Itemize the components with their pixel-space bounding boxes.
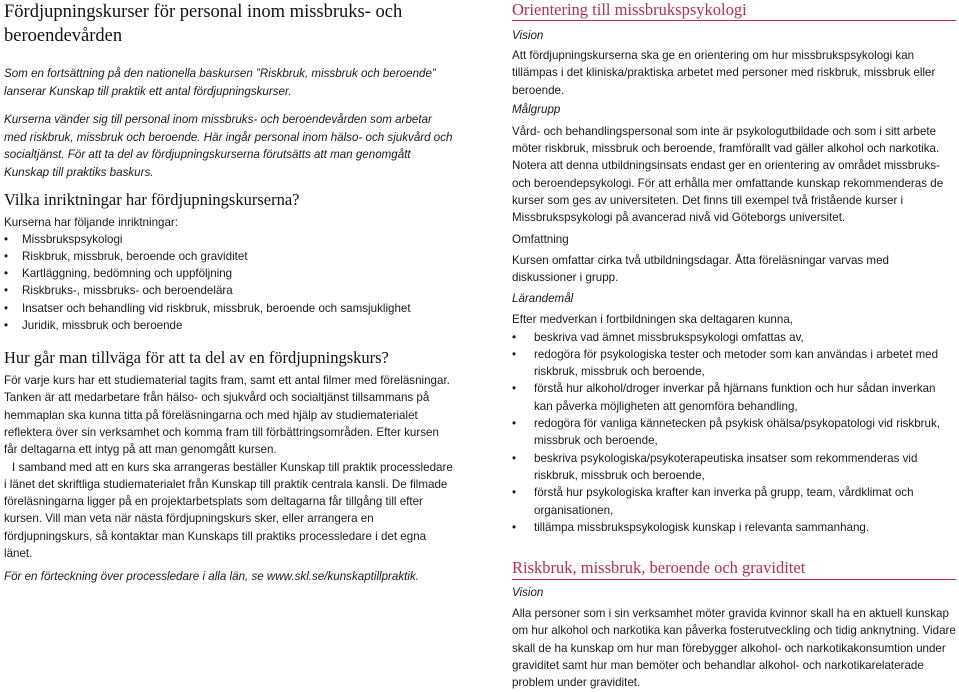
section-divider [512,20,956,21]
list-item: • redogöra för vanliga kännetecken på psykisk ohälsa/psykopatologi vid riskbruk, missbruk och beroende, [512,415,956,450]
goals-list [512,329,956,537]
goal-label: Lärandemål [512,292,574,306]
howto-paragraph-2: I samband med att en kurs ska arrangeras beställer Kunskap till praktik processledare i länet det skriftliga studiematerialet från Kunskap till praktik centrala kansli. De filmade föreläsningarna ligger på en projektarbetsplats som deltagarna får tillgång till efter kursen. Vill man veta när nästa fördjupningskurs sker, eller arrangera en fördjupningskurs, så kontaktar man Kunskaps till praktiks processledare i det egna länet. [4,460,453,561]
scope-label: Omfattning [512,232,569,246]
intro-paragraph-2: Kurserna vänder sig till personal inom missbruks- och beroendevården som arbetar med riskbruk, missbruk och beroende. Här ingår personal inom hälso- och sjukvård och socialtjänst. För att ta del av fördjupningskurserna förutsätts att man genomgått Kunskap till praktiks baskurs. [4,113,453,179]
section-title-pregnancy: Riskbruk, missbruk, beroende och graviditet [512,558,806,578]
list-item: • tillämpa missbrukspsykologisk kunskap i relevanta sammanhang. [512,519,956,536]
right-column [512,0,956,692]
scope-text: Kursen omfattar cirka två utbildningsdagar. Åtta föreläsningar varvas med diskussioner i grupp. [512,253,889,284]
list-item: • Riskbruks-, missbruks- och beroendelära [4,282,454,299]
page-title: Fördjupningskurser för personal inom missbruks- och beroendevården [4,2,403,46]
section-title-psychology: Orientering till missbrukspsykologi [512,0,747,19]
list-item: • förstå hur alkohol/droger inverkar på hjärnans funktion och hur sådan inverkan kan påverka möjligheten att genomföra behandling, [512,380,956,415]
heading-howto: Hur går man tillväga för att ta del av en fördjupningskurs? [4,348,389,368]
list-item: • Kartläggning, bedömning och uppföljning [4,265,454,282]
list-item: • beskriva psykologiska/psykoterapeutiska insatser som rekommenderas vid riskbruk, missbruk och beroende, [512,450,956,485]
list-item: • Juridik, missbruk och beroende [4,317,454,334]
vision-text: Att fördjupningskurserna ska ge en orientering om hur missbrukspsykologi kan tillämpas i det kliniska/praktiska arbetet med personer med riskbruk, missbruk eller beroende. [512,49,936,97]
list-item: • Insatser och behandling vid riskbruk, missbruk, beroende och samsjuklighet [4,300,454,317]
section-divider [512,579,956,580]
list-item: • Missbrukspsykologi [4,231,454,248]
goal-lead: Efter medverkan i fortbildningen ska deltagaren kunna, [512,313,793,327]
vision-label: Vision [512,29,544,42]
intro-paragraph-1: Som en fortsättning på den nationella baskursen ”Riskbruk, missbruk och beroende” lanserar Kunskap till praktik ett antal fördjupningskurser. [4,67,436,98]
heading-directions: Vilka inriktningar har fördjupningskurserna? [4,189,300,209]
left-column [4,0,454,586]
howto-paragraph-1: För varje kurs har ett studiematerial tagits fram, samt ett antal filmer med föreläsningar. Tanken är att medarbetare från hälso- och sjukvård och socialtjänst tillsammans på hemmaplan ska kunna titta på föreläsningarna och med hjälp av studiematerialet reflektera över sin verksamhet och komma fram till förbättringsområden. Efter kursen får deltagarna ett intyg på att man genomgått kursen. [4,374,450,457]
s2-vision-label: Vision [512,586,544,600]
directions-list [4,231,454,334]
list-item: • redogöra för psykologiska tester och metoder som kan användas i arbetet med riskbruk, missbruk och beroende, [512,346,956,381]
list-item: • förstå hur psykologiska krafter kan inverka på grupp, team, vårdklimat och organisationen, [512,484,956,519]
s2-vision-text: Alla personer som i sin verksamhet möter gravida kvinnor skall ha en aktuell kunskap om hur alkohol och narkotika kan påverka fosterutveckling och tidig anknytning. Vidare skall de ha kunskap om hur man förebygger alkohol- och narkotikakonsumtion under graviditet samt hur man bemöter och behandlar alkohol- och narkotikarelaterade problem under graviditet. [512,607,956,690]
howto-paragraph-3: För en förteckning över processledare i alla län, se www.skl.se/kunskaptillpraktik. [4,570,419,584]
list-item: • beskriva vad ämnet missbrukspsykologi omfattas av, [512,329,956,346]
list-item: • Riskbruk, missbruk, beroende och graviditet [4,248,454,265]
target-text: Vård- och behandlingspersonal som inte är psykologutbildade och som i sitt arbete möter riskbruk, missbruk och beroende, framförallt vad gäller alkohol och narkotika. Notera att denna utbildningsinsats endast ger en orientering av området missbruks- och beroendepsykologi. För att erhålla mer omfattande kunskap rekommenderas de kurser som ges av universiteten. Det finns till exempel två fristående kurser i Missbrukspsykologi på avancerad nivå vid Göteborgs universitet. [512,124,944,225]
target-label: Målgrupp [512,102,561,116]
directions-lead: Kurserna har följande inriktningar: [4,215,179,229]
